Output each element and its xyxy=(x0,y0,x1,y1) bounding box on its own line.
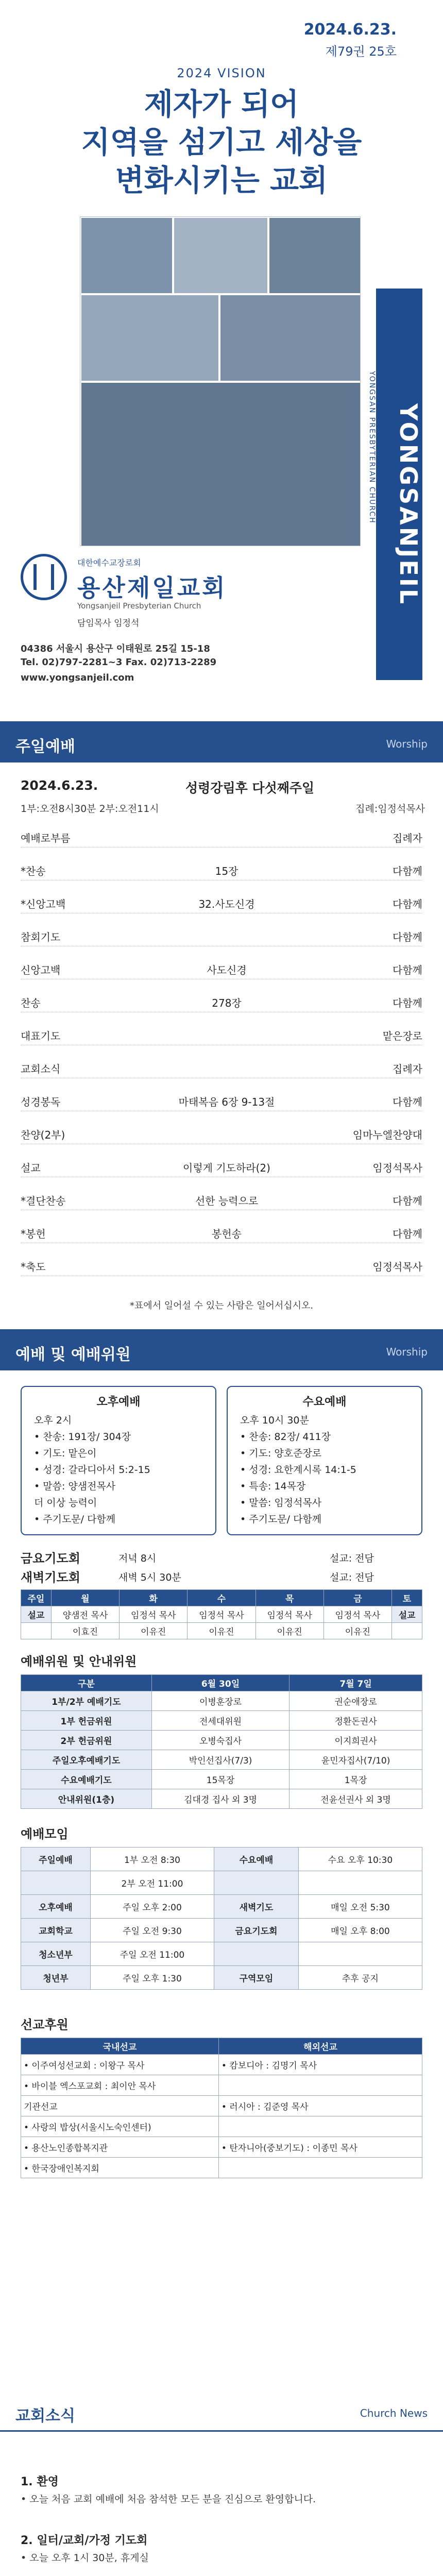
box-line: • 기도: 양호준장로 xyxy=(240,1448,322,1459)
worship-date: 2024.6.23. xyxy=(21,778,98,793)
table-row xyxy=(21,2116,422,2137)
col-header: 목 xyxy=(255,1590,323,1606)
table-row xyxy=(21,1750,422,1770)
worship-times: 1부:오전8시30분 2부:오전11시 xyxy=(21,803,159,815)
order-row xyxy=(21,1025,422,1045)
col-header: 7월 7일 xyxy=(289,1675,422,1691)
box-line: • 말씀: 양샘전목사 xyxy=(34,1481,116,1492)
table-row xyxy=(21,1966,422,1990)
order-row xyxy=(21,893,422,913)
table-cell: 권순애장로 xyxy=(289,1691,422,1711)
slogan xyxy=(0,85,443,199)
box-line: • 말씀: 임정석목사 xyxy=(240,1497,322,1509)
weekly-servers-table xyxy=(21,1674,422,1809)
order-item-leader: 다함께 xyxy=(393,997,422,1009)
order-row xyxy=(21,1058,422,1078)
order-row xyxy=(21,1223,422,1243)
order-item-name: *결단찬송 xyxy=(21,1195,66,1207)
box-line: • 성경: 요한계시록 14:1-5 xyxy=(240,1464,356,1476)
order-item-name: 예배로부름 xyxy=(21,832,71,844)
table-cell: 2부 오전 11:00 xyxy=(90,1871,214,1895)
dawn-prayer-time: 새벽 5시 30분 xyxy=(118,1572,181,1583)
order-item-leader: 다함께 xyxy=(393,1096,422,1108)
vision-label: 2024 VISION xyxy=(177,66,266,80)
worship-title: 성령강림후 다섯째주일 xyxy=(185,781,315,795)
weekly-servers-title: 예배위원 및 안내위원 xyxy=(21,1654,137,1669)
table-cell: 이유진 xyxy=(188,1623,255,1639)
table-cell: 정환돈권사 xyxy=(289,1711,422,1731)
order-item-detail: 32.사도신경 xyxy=(198,898,255,910)
slogan-line: 변화시키는 교회 xyxy=(115,163,328,198)
dawn-prayer-table xyxy=(21,1589,422,1639)
order-row xyxy=(21,1091,422,1111)
table-cell xyxy=(298,1942,422,1966)
table-cell: 양샘전 목사 xyxy=(51,1606,119,1623)
table-row xyxy=(21,2075,422,2096)
order-item-name: 참회기도 xyxy=(21,931,61,943)
table-cell xyxy=(214,1942,299,1966)
table-row xyxy=(21,1731,422,1750)
photo xyxy=(268,217,361,294)
table-row xyxy=(21,2137,422,2158)
table-cell xyxy=(218,2075,422,2096)
table-cell: 전윤선권사 외 3명 xyxy=(289,1789,422,1809)
col-header: 수 xyxy=(188,1590,255,1606)
col-header: 6월 30일 xyxy=(151,1675,289,1691)
order-item-leader: 임정석목사 xyxy=(372,1261,422,1273)
order-item-detail: 15장 xyxy=(215,865,238,877)
order-item-leader: 다함께 xyxy=(393,1228,422,1240)
table-cell: • 러시아 : 김준영 목사 xyxy=(218,2096,422,2116)
order-item-name: 찬송 xyxy=(21,997,41,1009)
table-cell: • 한국장애인복지회 xyxy=(21,2158,219,2178)
table-cell: 전세대위원 xyxy=(151,1711,289,1731)
table-cell: 청년부 xyxy=(21,1966,91,1990)
order-row xyxy=(21,959,422,979)
news-item-title: 2. 일터/교회/가정 기도회 xyxy=(21,2534,148,2547)
table-cell: 이유진 xyxy=(120,1623,188,1639)
mission-table xyxy=(21,2038,422,2178)
table-cell: 금요기도회 xyxy=(214,1919,299,1942)
table-row xyxy=(21,2096,422,2116)
order-row xyxy=(21,827,422,848)
table-cell: 추후 공지 xyxy=(298,1966,422,1990)
table-cell: 설교 xyxy=(21,1606,52,1623)
order-item-leader: 집례자 xyxy=(393,832,422,844)
box-line: • 성경: 갈라디아서 5:2-15 xyxy=(34,1464,150,1476)
order-item-leader: 맡은장로 xyxy=(382,1030,422,1042)
denomination: 대한예수교장로회 xyxy=(77,558,141,568)
table-cell: 수요예배기도 xyxy=(21,1770,152,1789)
table-cell: 수요 오후 10:30 xyxy=(298,1848,422,1871)
order-item-name: *축도 xyxy=(21,1261,46,1273)
table-cell: 이유진 xyxy=(255,1623,323,1639)
order-item-detail: 마태복음 6장 9-13절 xyxy=(178,1096,275,1108)
issue-number: 제79권 25호 xyxy=(325,44,397,59)
box-line: • 찬송: 82장/ 411장 xyxy=(240,1431,331,1443)
order-item-leader: 다함께 xyxy=(393,898,422,910)
table-cell: 임정석 목사 xyxy=(120,1606,188,1623)
table-cell: 이병훈장로 xyxy=(151,1691,289,1711)
col-header: 국내선교 xyxy=(21,2038,219,2055)
table-row xyxy=(21,1919,422,1942)
bulletin-date: 2024.6.23. xyxy=(303,21,397,39)
section-title-en: Church News xyxy=(360,2407,428,2419)
table-cell: 안내위원(1층) xyxy=(21,1789,152,1809)
box-title: 수요예배 xyxy=(302,1396,347,1409)
dawn-prayer-who: 설교: 전담 xyxy=(330,1572,374,1583)
table-cell xyxy=(298,1871,422,1895)
order-item-name: *봉헌 xyxy=(21,1228,46,1240)
order-item-leader: 다함께 xyxy=(393,931,422,943)
table-cell: 2부 헌금위원 xyxy=(21,1731,152,1750)
side-title: YONGSANJEIL xyxy=(395,403,422,606)
pastor-name: 담임목사 임정석 xyxy=(77,618,140,629)
table-cell: • 용산노인종합복지관 xyxy=(21,2137,219,2158)
order-item-name: 설교 xyxy=(21,1162,41,1174)
section-header-worship xyxy=(0,721,443,762)
church-info xyxy=(21,554,330,708)
news-item-line: • 오늘 처음 교회 예배에 처음 참석한 모든 분을 진심으로 환영합니다. xyxy=(21,2494,316,2505)
table-row xyxy=(21,1770,422,1789)
table-cell: 1목장 xyxy=(289,1770,422,1789)
table-cell: 오병숙집사 xyxy=(151,1731,289,1750)
section-header-servers xyxy=(0,1329,443,1370)
table-cell: 주일 오후 2:00 xyxy=(90,1895,214,1919)
order-item-detail: 봉헌송 xyxy=(212,1228,242,1240)
photo xyxy=(219,294,361,382)
table-cell xyxy=(392,1623,422,1639)
order-item-detail: 278장 xyxy=(212,997,242,1009)
table-row xyxy=(21,2158,422,2178)
meetings-table xyxy=(21,1847,422,1990)
order-row xyxy=(21,1157,422,1177)
table-cell: 이효진 xyxy=(51,1623,119,1639)
section-title: 교회소식 xyxy=(15,2407,75,2425)
church-news xyxy=(0,2421,443,2576)
section-title: 예배 및 예배위원 xyxy=(15,1346,131,1364)
order-item-name: 대표기도 xyxy=(21,1030,61,1042)
afternoon-worship-box xyxy=(21,1386,216,1535)
friday-prayer-title: 금요기도회 xyxy=(21,1551,80,1566)
box-line: • 찬송: 191장/ 304장 xyxy=(34,1431,131,1443)
table-cell: 박인선집사(7/3) xyxy=(151,1750,289,1770)
table-cell: 1부/2부 예배기도 xyxy=(21,1691,152,1711)
photo xyxy=(80,217,173,294)
slogan-line: 제자가 되어 xyxy=(144,87,299,122)
box-title: 오후예배 xyxy=(96,1396,141,1409)
order-item-name: *찬송 xyxy=(21,865,46,877)
slogan-line: 지역을 섬기고 세상을 xyxy=(81,125,362,160)
church-emblem-icon xyxy=(21,554,67,600)
church-name: 용산제일교회 xyxy=(77,574,227,602)
mission-title: 선교후원 xyxy=(21,2018,69,2032)
table-cell: 구역모임 xyxy=(214,1966,299,1990)
table-row xyxy=(21,1895,422,1919)
church-building-photo xyxy=(80,382,361,546)
col-header: 구분 xyxy=(21,1675,152,1691)
order-row xyxy=(21,860,422,880)
table-cell: 주일 오후 1:30 xyxy=(90,1966,214,1990)
col-header: 월 xyxy=(51,1590,119,1606)
photo xyxy=(173,217,268,294)
box-line: 더 이상 능력이 xyxy=(34,1497,97,1509)
col-header: 화 xyxy=(120,1590,188,1606)
news-item xyxy=(21,2532,422,2565)
dawn-prayer-title: 새벽기도회 xyxy=(21,1570,80,1585)
table-cell: • 바이블 엑스포교회 : 최이안 목사 xyxy=(21,2075,219,2096)
order-item-leader: 임정석목사 xyxy=(372,1162,422,1174)
table-cell xyxy=(214,1871,299,1895)
table-cell: 오후예배 xyxy=(21,1895,91,1919)
table-cell: 주일오후예배기도 xyxy=(21,1750,152,1770)
table-cell: 1부 헌금위원 xyxy=(21,1711,152,1731)
order-row xyxy=(21,1124,422,1144)
order-row xyxy=(21,926,422,946)
table-cell: 1부 오전 8:30 xyxy=(90,1848,214,1871)
table-cell: 임정석 목사 xyxy=(323,1606,391,1623)
col-header: 해외선교 xyxy=(218,2038,422,2055)
box-line: • 주기도문/ 다함께 xyxy=(34,1514,116,1525)
order-item-name: 교회소식 xyxy=(21,1063,61,1075)
table-cell: 주일 오전 9:30 xyxy=(90,1919,214,1942)
table-cell: 이지희권사 xyxy=(289,1731,422,1750)
order-row xyxy=(21,1256,422,1276)
table-cell: 이유진 xyxy=(323,1623,391,1639)
box-line: • 기도: 맡은이 xyxy=(34,1448,97,1459)
cover-photo-collage xyxy=(80,216,361,546)
church-website-link[interactable]: www.yongsanjeil.com xyxy=(21,672,134,683)
order-item-leader: 다함께 xyxy=(393,865,422,877)
meetings-title: 예배모임 xyxy=(21,1827,69,1841)
box-line: 오후 10시 30분 xyxy=(240,1415,309,1426)
col-header: 토 xyxy=(392,1590,422,1606)
box-line: • 주기도문/ 다함께 xyxy=(240,1514,322,1525)
table-cell: 새벽기도 xyxy=(214,1895,299,1919)
order-item-name: 찬양(2부) xyxy=(21,1129,65,1141)
church-phone: Tel. 02)797-2281~3 Fax. 02)713-2289 xyxy=(21,657,217,668)
wednesday-worship-box xyxy=(227,1386,422,1535)
news-item xyxy=(21,2473,422,2506)
table-cell: 수요예배 xyxy=(214,1848,299,1871)
table-cell: 주일예배 xyxy=(21,1848,91,1871)
table-cell: 김대경 집사 외 3명 xyxy=(151,1789,289,1809)
order-item-leader: 임마누엘찬양대 xyxy=(352,1129,422,1141)
table-cell: 매일 오전 5:30 xyxy=(298,1895,422,1919)
table-cell: 임정석 목사 xyxy=(255,1606,323,1623)
table-cell: 윤민자집사(7/10) xyxy=(289,1750,422,1770)
table-cell: 기관선교 xyxy=(21,2096,219,2116)
friday-prayer-time: 저녁 8시 xyxy=(118,1553,157,1564)
table-cell: 청소년부 xyxy=(21,1942,91,1966)
table-cell xyxy=(218,2116,422,2137)
news-item-title: 1. 환영 xyxy=(21,2476,59,2488)
worship-order xyxy=(0,762,443,1329)
order-item-detail: 사도신경 xyxy=(207,964,247,976)
box-line: 오후 2시 xyxy=(34,1415,72,1426)
col-header: 금 xyxy=(323,1590,391,1606)
friday-prayer-who: 설교: 전담 xyxy=(330,1553,374,1564)
order-item-leader: 다함께 xyxy=(393,1195,422,1207)
order-row xyxy=(21,992,422,1012)
section-title-en: Worship xyxy=(386,1346,428,1358)
side-subtitle: YONGSAN PRESBYTERIAN CHURCH xyxy=(368,371,376,524)
order-item-detail: 선한 능력으로 xyxy=(195,1195,259,1207)
table-row xyxy=(21,1942,422,1966)
table-cell xyxy=(21,1623,52,1639)
table-cell: 매일 오후 8:00 xyxy=(298,1919,422,1942)
order-item-detail: 이렇게 기도하라(2) xyxy=(183,1162,270,1174)
section-title: 주일예배 xyxy=(15,738,75,756)
table-cell: 주일 오전 11:00 xyxy=(90,1942,214,1966)
table-row xyxy=(21,1789,422,1809)
table-row xyxy=(21,1711,422,1731)
table-cell: 교회학교 xyxy=(21,1919,91,1942)
church-english-name: Yongsanjeil Presbyterian Church xyxy=(77,601,201,611)
worship-leader: 집례:임정석목사 xyxy=(355,803,425,815)
table-cell: • 캄보디아 : 김명기 목사 xyxy=(218,2055,422,2075)
table-cell xyxy=(21,1871,91,1895)
standing-note: *표에서 일어설 수 있는 사람은 일어서십시오. xyxy=(129,1300,314,1311)
order-item-name: *신앙고백 xyxy=(21,898,66,910)
table-cell: • 이주여성선교회 : 이왕구 목사 xyxy=(21,2055,219,2075)
table-row xyxy=(21,2055,422,2075)
news-item-line: • 오늘 오후 1시 30분, 휴게실 xyxy=(21,2552,149,2564)
col-header: 주일 xyxy=(21,1590,52,1606)
church-address: 04386 서울시 용산구 이태원로 25길 15-18 xyxy=(21,643,210,654)
table-row xyxy=(21,1691,422,1711)
table-cell: 설교 xyxy=(392,1606,422,1623)
table-cell: • 사랑의 밥상(서울시노숙인센터) xyxy=(21,2116,219,2137)
section-title-en: Worship xyxy=(386,738,428,750)
order-item-name: 신앙고백 xyxy=(21,964,61,976)
table-cell: • 탄자니아(중보기도) : 이종민 목사 xyxy=(218,2137,422,2158)
table-row xyxy=(21,1848,422,1871)
table-cell: 15목장 xyxy=(151,1770,289,1789)
box-line: • 특송: 14목장 xyxy=(240,1481,306,1492)
order-item-leader: 다함께 xyxy=(393,964,422,976)
table-row xyxy=(21,1871,422,1895)
table-cell xyxy=(218,2158,422,2178)
order-row xyxy=(21,1190,422,1210)
order-item-name: 성경봉독 xyxy=(21,1096,61,1108)
servers-section xyxy=(0,1370,443,2391)
order-item-leader: 집례자 xyxy=(393,1063,422,1075)
cover xyxy=(0,0,443,721)
table-cell: 임정석 목사 xyxy=(188,1606,255,1623)
photo xyxy=(80,294,219,382)
